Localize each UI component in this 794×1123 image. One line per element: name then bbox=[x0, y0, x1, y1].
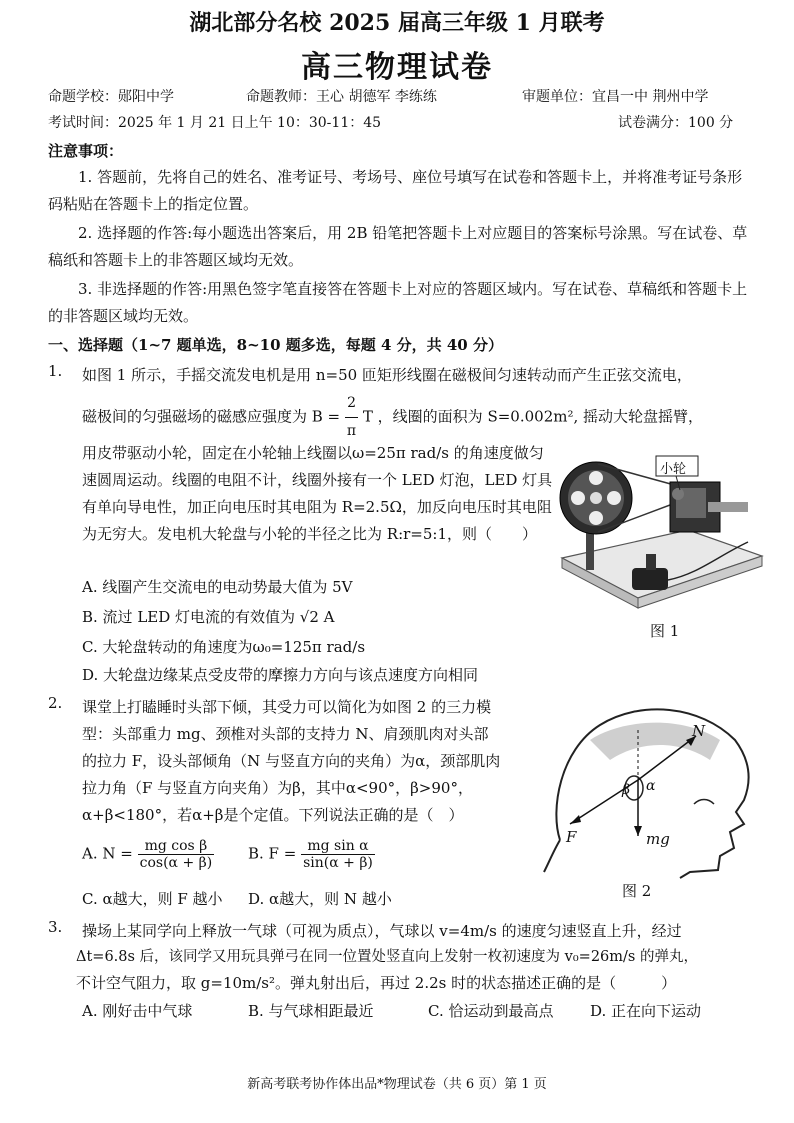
figure-1-caption: 图 1 bbox=[650, 622, 680, 640]
q2-option-a-den: cos(α + β) bbox=[139, 855, 213, 871]
q3-option-b: B. 与气球相距最近 bbox=[248, 1002, 374, 1020]
q2-number: 2. bbox=[48, 694, 63, 712]
q2-option-a-fraction bbox=[138, 838, 215, 871]
fig2-label-n: N bbox=[692, 722, 706, 740]
q3-line2: Δt=6.8s 后，该同学又用玩具弹弓在同一位置处竖直向上发射一枚初速度为 v₀=26m/s 的弹丸， bbox=[76, 949, 698, 965]
proposing-school: 命题学校：郧阳中学 bbox=[48, 89, 174, 105]
q3-option-c: C. 恰运动到最高点 bbox=[428, 1002, 554, 1020]
note-item-1: 1. 答题前，先将自己的姓名、准考证号、考场号、座位号填写在试卷和答题卡上，并将准考证号条形码粘贴在答题卡上的指定位置。 bbox=[48, 168, 743, 213]
q1-option-d: D. 大轮盘边缘某点受皮带的摩擦力方向与该点速度方向相同 bbox=[82, 666, 479, 684]
full-score: 试卷满分：100 分 bbox=[618, 115, 734, 131]
note-item-2: 2. 选择题的作答:每小题选出答案后，用 2B 铅笔把答题卡上对应题目的答案标号涂黑。写在试卷、草稿纸和答题卡上的非答题区域均无效。 bbox=[48, 224, 748, 269]
exam-time: 考试时间：2025 年 1 月 21 日上午 10：30-11：45 bbox=[48, 115, 382, 131]
q1-option-a: A. 线圈产生交流电的电动势最大值为 5V bbox=[82, 578, 353, 596]
exam-title: 湖北部分名校 2025 届高三年级 1 月联考 bbox=[189, 10, 605, 36]
q3-line1: 操场上某同学向上释放一气球（可视为质点），气球以 v=4m/s 的速度匀速竖直上升，经过 bbox=[82, 922, 682, 940]
q1-number: 1. bbox=[48, 362, 63, 380]
q3-option-a: A. 刚好击中气球 bbox=[82, 1002, 193, 1020]
review-units: 审题单位：宜昌一中 荆州中学 bbox=[522, 89, 709, 105]
q2-option-a-label: A. N = bbox=[82, 844, 133, 863]
q2-option-d: D. α越大，则 N 越小 bbox=[248, 890, 392, 908]
fig2-label-mg: mg bbox=[646, 830, 670, 848]
q3-number: 3. bbox=[48, 918, 63, 936]
q2-option-c: C. α越大，则 F 越小 bbox=[82, 890, 223, 908]
figure-1-label: 小轮 bbox=[660, 462, 687, 477]
q1-frac-num: 2 bbox=[345, 390, 358, 418]
q3-option-d: D. 正在向下运动 bbox=[590, 1002, 702, 1020]
q1-line2-end: T ，线圈的面积为 S=0.002m², 摇动大轮盘摇臂， bbox=[362, 407, 704, 426]
figure-2-caption: 图 2 bbox=[622, 882, 652, 900]
q1-line2 bbox=[82, 390, 762, 445]
fig2-label-f: F bbox=[566, 828, 577, 846]
q2-option-b-fraction bbox=[301, 838, 375, 871]
figure-2-head-diagram bbox=[530, 700, 760, 880]
q2-body: 课堂上打瞌睡时头部下倾，其受力可以简化为如图 2 的三力模型：头部重力 mg、颈椎对头部的支持力 N、肩颈肌肉对头部的拉力 F，设头部倾角（N 与竖直方向的夹角）为α，颈部肌肉拉力角（F 与竖直方向夹角）为β，其中α<90°，β>90°，α+β<180°，若α+β是个定值。下列说法正确的是（ ） bbox=[82, 698, 501, 824]
q1-option-b: B. 流过 LED 灯电流的有效值为 √2 A bbox=[82, 608, 335, 626]
q1-frac-den: π bbox=[346, 423, 357, 439]
section-heading: 一、选择题（1~7 题单选，8~10 题多选，每题 4 分，共 40 分） bbox=[48, 336, 503, 354]
q2-option-b-num: mg sin α bbox=[301, 838, 375, 855]
q3-line3: 不计空气阻力，取 g=10m/s²。弹丸射出后，再过 2.2s 时的状态描述正确的是（ ） bbox=[76, 974, 677, 992]
exam-subtitle: 高三物理试卷 bbox=[301, 50, 493, 85]
q2-option-b-label: B. F = bbox=[248, 844, 297, 863]
q1-option-c: C. 大轮盘转动的角速度为ω₀=125π rad/s bbox=[82, 638, 366, 656]
q1-body: 用皮带驱动小轮，固定在小轮轴上线圈以ω=25π rad/s 的角速度做匀速圆周运动。线圈的电阻不计，线圈外接有一个 LED 灯泡，LED 灯具有单向导电性，加正向电压时其电阻为 R=2.5Ω，加反向电压时其电阻为无穷大。发电机大轮盘与小轮的半径之比为 R:r=5:1，则（ ） bbox=[82, 444, 553, 543]
q2-option-b bbox=[248, 838, 375, 871]
fig2-label-alpha: α bbox=[646, 778, 656, 794]
q2-option-a-num: mg cos β bbox=[138, 838, 215, 855]
q1-line1: 如图 1 所示，手摇交流发电机是用 n=50 匝矩形线圈在磁极间匀速转动而产生正弦交流电， bbox=[82, 366, 692, 384]
q1-b-fraction bbox=[345, 390, 358, 445]
note-item-3: 3. 非选择题的作答:用黑色签字笔直接答在答题卡上对应的答题区域内。写在试卷、草稿纸和答题卡上的非答题区域均无效。 bbox=[48, 280, 748, 325]
notes-heading: 注意事项： bbox=[48, 142, 124, 160]
q1-line2-start: 磁极间的匀强磁场的磁感应强度为 B = bbox=[82, 407, 341, 426]
proposing-teachers: 命题教师：王心 胡德军 李练练 bbox=[246, 89, 437, 105]
page-footer: 新高考联考协作体出品*物理试卷（共 6 页）第 1 页 bbox=[247, 1077, 547, 1092]
q2-option-b-den: sin(α + β) bbox=[303, 855, 373, 871]
q2-option-a bbox=[82, 838, 214, 871]
fig2-label-beta: β bbox=[622, 782, 631, 798]
